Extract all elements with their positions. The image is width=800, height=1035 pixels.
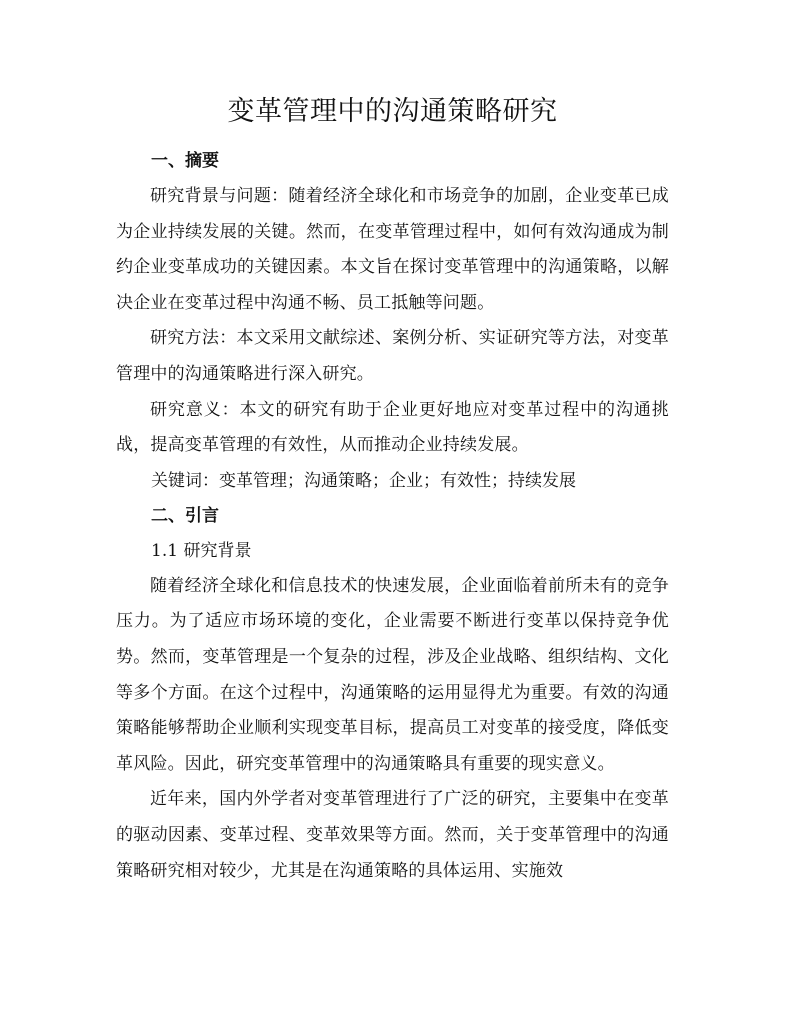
- document-page: [116, 92, 669, 889]
- abstract-paragraph-method: 研究方法：本文采用文献综述、案例分析、实证研究等方法，对变革管理中的沟通策略进行深入研究。: [116, 328, 669, 384]
- subsection-heading-research-background: 1.1 研究背景: [151, 540, 252, 561]
- abstract-paragraph-background: 研究背景与问题：随着经济全球化和市场竞争的加剧，企业变革已成为企业持续发展的关键。然而，在变革管理过程中，如何有效沟通成为制约企业变革成功的关键因素。本文旨在探讨变革管理中的沟通策略，以解决企业在变革过程中沟通不畅、员工抵触等问题。: [116, 186, 669, 313]
- abstract-paragraph-significance: 研究意义：本文的研究有助于企业更好地应对变革过程中的沟通挑战，提高变革管理的有效性，从而推动企业持续发展。: [116, 399, 669, 456]
- introduction-paragraph-1: 随着经济全球化和信息技术的快速发展，企业面临着前所未有的竞争压力。为了适应市场环境的变化，企业需要不断进行变革以保持竞争优势。然而，变革管理是一个复杂的过程，涉及企业战略、组织结构、文化等多个方面。在这个过程中，沟通策略的运用显得尤为重要。有效的沟通策略能够帮助企业顺利实现变革目标，提高员工对变革的接受度，降低变革风险。因此，研究变革管理中的沟通策略具有重要的现实意义。: [116, 575, 669, 774]
- introduction-heading: 二、引言: [151, 505, 219, 526]
- document-title: 变革管理中的沟通策略研究: [227, 96, 558, 127]
- introduction-paragraph-2: 近年来，国内外学者对变革管理进行了广泛的研究，主要集中在变革的驱动因素、变革过程、变革效果等方面。然而，关于变革管理中的沟通策略研究相对较少，尤其是在沟通策略的具体运用、实施效: [116, 789, 669, 881]
- abstract-heading: 一、摘要: [151, 151, 219, 171]
- keywords-line: 关键词：变革管理；沟通策略；企业；有效性；持续发展: [151, 470, 576, 491]
